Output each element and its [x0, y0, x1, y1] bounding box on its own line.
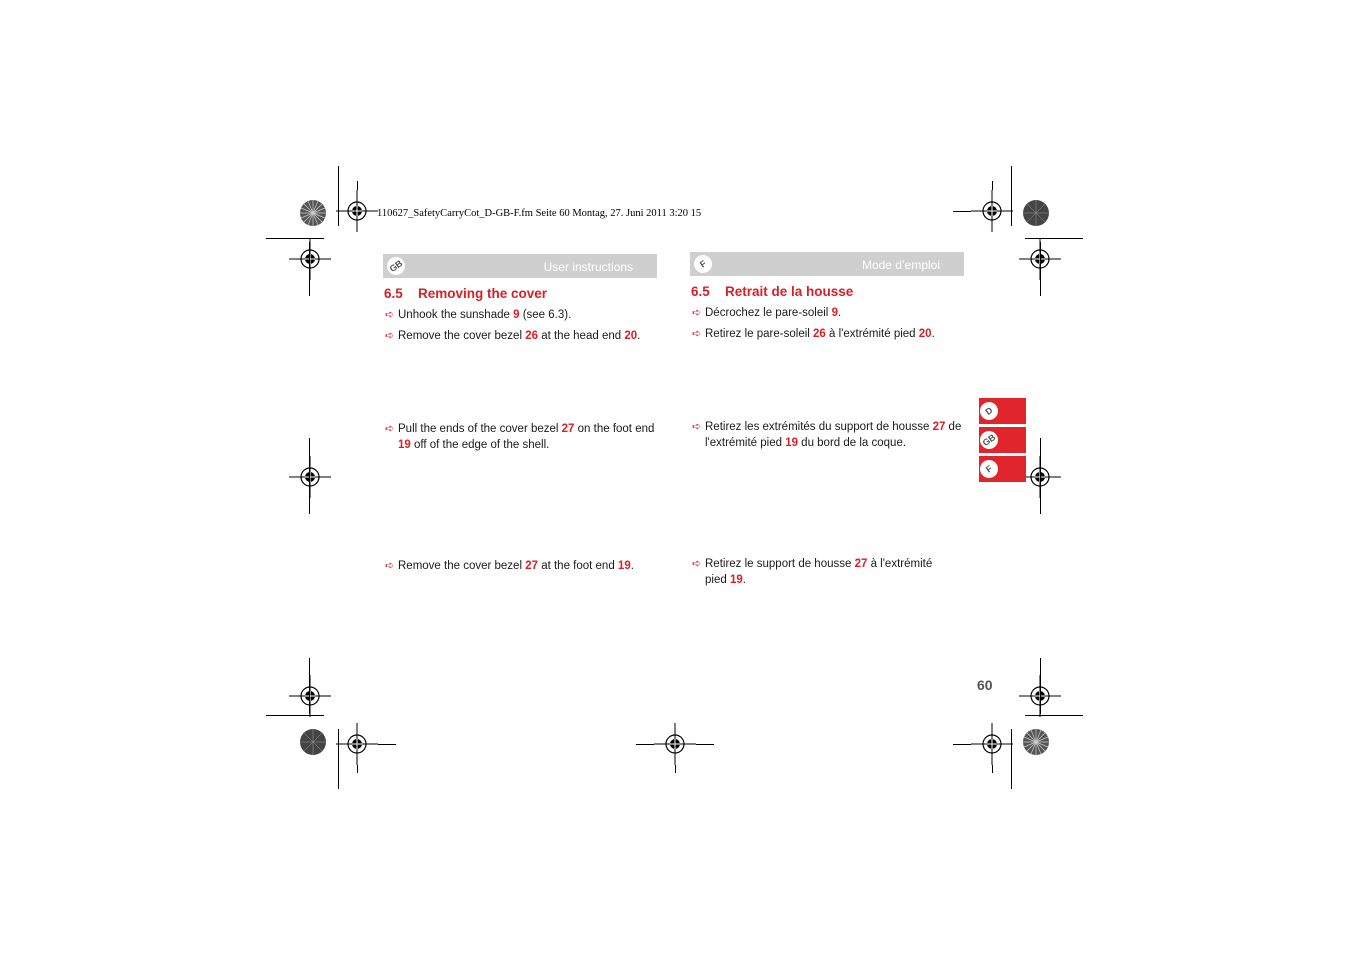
language-tab-label: GB — [976, 427, 1001, 452]
language-tab-label: F — [976, 456, 1001, 481]
instruction-step: ➪ Remove the cover bezel 27 at the foot end 19. — [385, 560, 634, 572]
crosshair-icon — [654, 723, 696, 765]
instruction-step: ➪ Retirez le support de housse 27 à l'extrémité pied 19. — [692, 558, 933, 586]
crosshair-icon — [336, 723, 378, 765]
section-title: Removing the cover — [418, 286, 548, 301]
language-badge: F — [690, 251, 715, 276]
instruction-step: ➪ Retirez le pare-soleil 26 à l'extrémité pied 20. — [692, 328, 935, 340]
arrow-icon: ➪ — [385, 330, 395, 342]
file-header: 110627_SafetyCarryCot_D-GB-F.fm Seite 60 Montag, 27. Juni 2011 3:20 15 — [377, 208, 702, 219]
section-number: 6.5 — [384, 286, 403, 301]
language-tab-label: D — [976, 398, 1001, 423]
instruction-step: ➪ Décrochez le pare-soleil 9. — [692, 307, 842, 319]
language-tab-gb[interactable] — [979, 427, 1026, 453]
crosshair-icon — [336, 190, 378, 232]
instruction-step: ➪ Remove the cover bezel 26 at the head end 20. — [385, 330, 641, 342]
crosshair-icon — [289, 456, 331, 498]
arrow-icon: ➪ — [385, 560, 395, 572]
rosette-icon — [299, 199, 327, 227]
arrow-icon: ➪ — [692, 328, 702, 340]
crosshair-icon — [971, 723, 1013, 765]
arrow-icon: ➪ — [385, 309, 395, 321]
arrow-icon: ➪ — [692, 307, 702, 319]
arrow-icon: ➪ — [692, 558, 702, 570]
section-heading — [384, 286, 547, 301]
banner-title: User instructions — [543, 260, 633, 274]
instruction-step: ➪ Unhook the sunshade 9 (see 6.3). — [385, 309, 572, 321]
language-badge: GB — [383, 253, 408, 278]
crosshair-icon — [289, 675, 331, 717]
left-banner — [383, 254, 657, 278]
rosette-icon — [299, 728, 327, 756]
crosshair-icon — [971, 190, 1013, 232]
section-number: 6.5 — [691, 284, 710, 299]
arrow-icon: ➪ — [692, 421, 702, 433]
banner-title: Mode d’emploi — [861, 258, 940, 272]
language-tab-f[interactable] — [979, 456, 1026, 482]
rosette-icon — [1022, 728, 1050, 756]
arrow-icon: ➪ — [385, 423, 395, 435]
instruction-step: ➪ Retirez les extrémités du support de housse 27 de l'extrémité pied 19 du bord de la coque. — [692, 421, 962, 449]
crosshair-icon — [289, 238, 331, 280]
language-tab-d[interactable] — [979, 398, 1026, 424]
right-banner — [690, 252, 964, 276]
rosette-icon — [1022, 199, 1050, 227]
instruction-step: ➪ Pull the ends of the cover bezel 27 on the foot end 19 off of the edge of the shell. — [385, 423, 655, 451]
section-title: Retrait de la housse — [725, 284, 854, 299]
page-number: 60 — [977, 677, 993, 693]
section-heading — [691, 284, 853, 299]
